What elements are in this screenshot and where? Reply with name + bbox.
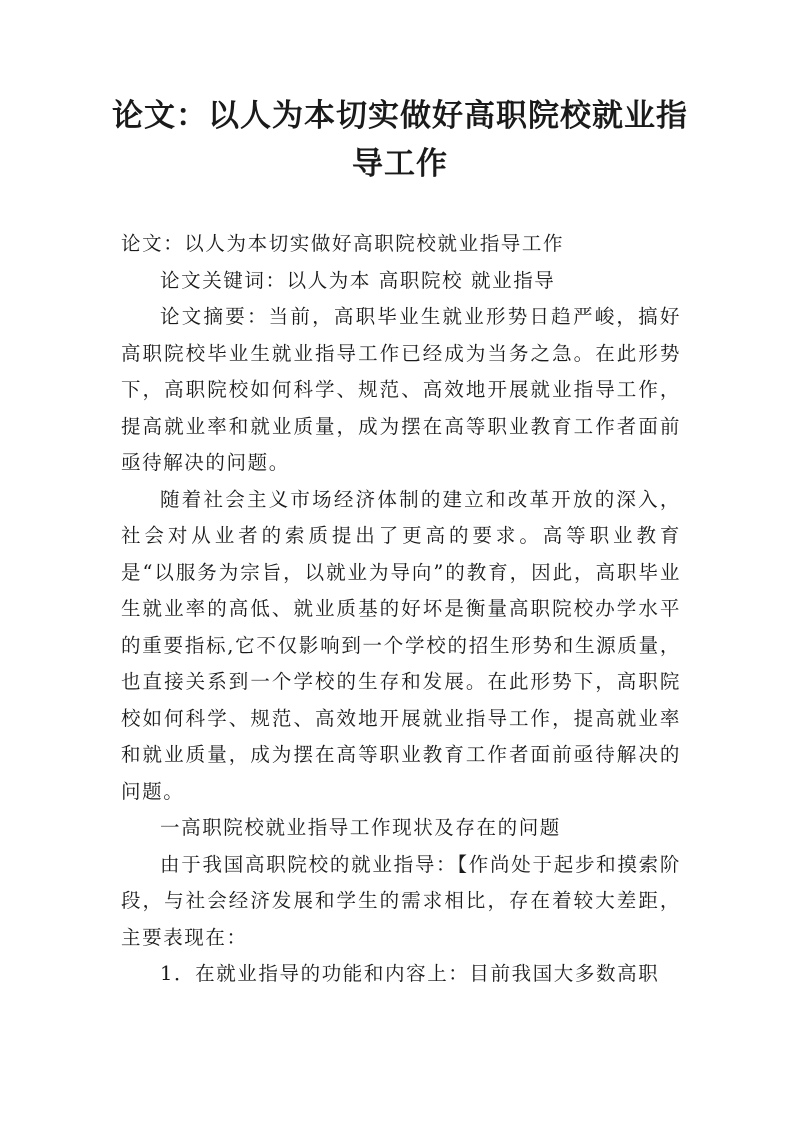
paragraph-intro: 随着社会主义市场经济体制的建立和改革开放的深入，社会对从业者的索质提出了更高的要求。高等职业教育是“以服务为宗旨，以就业为导向”的教育，因此，高职毕业生就业率的高低、就业质基的好坏是衡量高职院校办学水平的重要指标,它不仅影响到一个学校的招生形势和生源质量，也直接关系到一个学校的生存和发展。在此形势下，高职院校如何科学、规范、高效地开展就业指导工作，提高就业率和就业质量，成为摆在高等职业教育工作者面前亟待解决的问题。: [121, 487, 681, 803]
paragraph-heading: 论文：以人为本切实做好高职院校就业指导工作: [121, 232, 565, 255]
paragraph-abstract: 论文摘要：当前，高职毕业生就业形势日趋严峻，搞好高职院校毕业生就业指导工作已经成为当务之急。在此形势下，高职院校如何科学、规范、高效地开展就业指导工作，提高就业率和就业质量，成为摆在高等职业教育工作者面前亟待解决的问题。: [121, 305, 681, 474]
list-item: 1．在就业指导的功能和内容上：目前我国大多数高职: [160, 962, 660, 985]
document-body: [121, 226, 681, 993]
paragraph-keywords: 论文关键词：以人为本 高职院校 就业指导: [160, 268, 556, 292]
document-title: 论文：以人为本切实做好高职院校就业指导工作: [112, 98, 688, 182]
section-heading: 一高职院校就业指导工作现状及存在的问题: [160, 816, 561, 839]
paragraph-status: 由于我国高职院校的就业指导：【作尚处于起步和摸索阶段，与社会经济发展和学生的需求相比，存在着较大差距，主要表现在：: [121, 852, 681, 949]
